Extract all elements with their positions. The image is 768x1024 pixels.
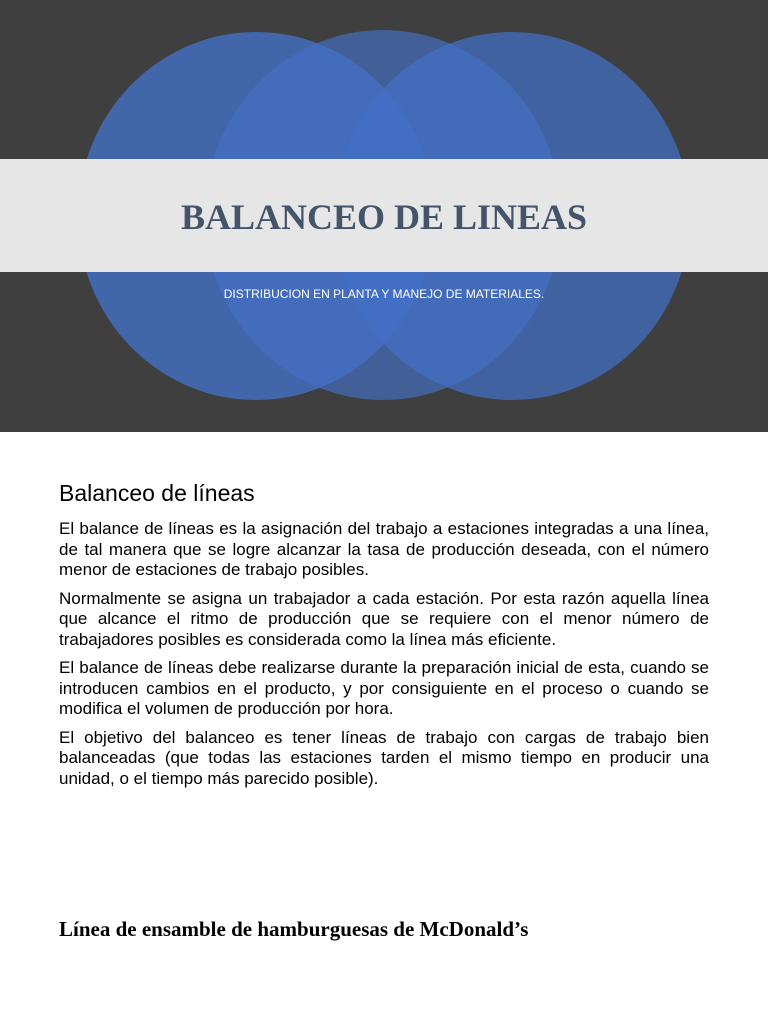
cover-subtitle: DISTRIBUCION EN PLANTA Y MANEJO DE MATERIALES. bbox=[223, 287, 545, 301]
section-heading: Balanceo de líneas bbox=[59, 480, 255, 506]
paragraph: El balance de líneas debe realizarse durante la preparación inicial de esta, cuando se introducen cambios en el producto, y por consiguiente en el proceso o cuando se modifica el volumen de producción por hora. bbox=[59, 658, 709, 718]
paragraph: Normalmente se asigna un trabajador a cada estación. Por esta razón aquella línea que alcance el ritmo de producción que se requiere con el menor número de trabajadores posibles es considerada como la línea más eficiente. bbox=[59, 588, 709, 649]
paragraph: El objetivo del balanceo es tener líneas de trabajo con cargas de trabajo bien balanceadas (que todas las estaciones tarden el mismo tiempo en producir una unidad, o el tiempo más parecido posible). bbox=[59, 727, 709, 788]
paragraph: El balance de líneas es la asignación del trabajo a estaciones integradas a una línea, de tal manera que se logre alcanzar la tasa de producción deseada, con el número menor de estaciones de trabajo posibles. bbox=[59, 519, 709, 579]
content-section bbox=[59, 480, 709, 797]
subsection-title: Línea de ensamble de hamburguesas de McDonald’s bbox=[59, 917, 529, 941]
cover-slide bbox=[0, 0, 768, 432]
cover-title: BALANCEO DE LINEAS bbox=[180, 197, 588, 237]
